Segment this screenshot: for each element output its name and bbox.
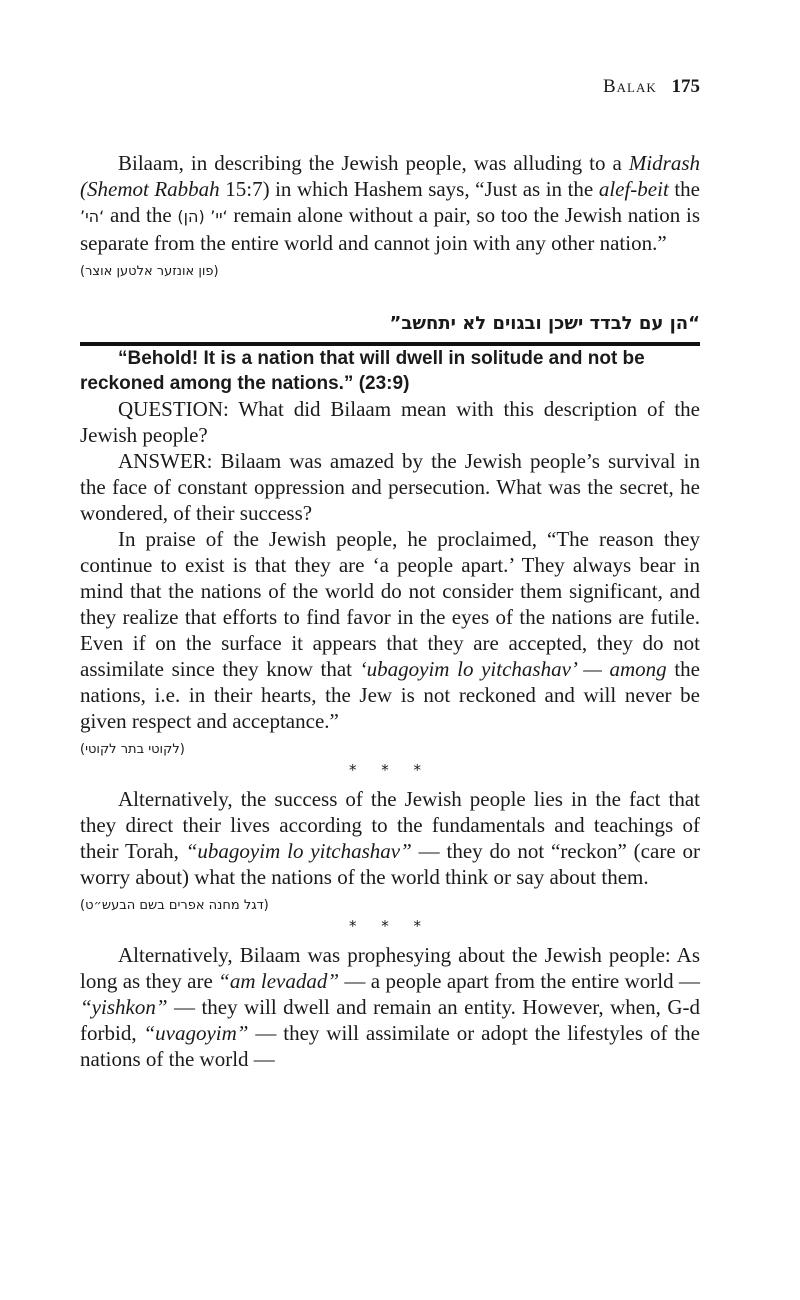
text-run: — they will dwell and remain an entity. However, when, G-d forbid, [80, 995, 700, 1045]
section-divider: * * * [348, 761, 432, 779]
hebrew-run: ‘יי’ (הן) [177, 207, 228, 226]
text-run: Alternatively, the success of the Jewish people lies in the fact that they direct their lives according to the fundamentals and teachings of their Torah, [80, 787, 700, 863]
text-run: remain alone without a pair, so too the Jewish nation is separate from the entire world and cannot join with any other nation.” [80, 203, 700, 255]
page-body [80, 150, 700, 1072]
text-run: Alternatively, Bilaam was prophesying about the Jewish people: As long as they are [80, 943, 700, 993]
source-citation: (דגל מחנה אפרים בשם הבעש״ט) [80, 898, 269, 913]
text-run: In praise of the Jewish people, he proclaimed, “The reason they continue to exist is that they are ‘a people apart.’ They always bear in mind that the nations of the world do not consider them significant, and they realize that efforts to find favor in the eyes of the nations are futile. Even if on the surface it appears that they are accepted, they do not assimilate since they know that [80, 527, 700, 681]
italic-run: alef-beit [598, 177, 669, 201]
italic-run: “yishkon” [80, 995, 168, 1019]
italic-run: “uvagoyim” [143, 1021, 249, 1045]
paragraph-answer: ANSWER: Bilaam was amazed by the Jewish people’s survival in the face of constant oppression and persecution. What was the secret, he wondered, of their success? [80, 449, 700, 525]
paragraph-praise [80, 526, 700, 734]
italic-run: ‘ubagoyim lo yitchashav’ — among [359, 657, 667, 681]
text-run: and the [104, 203, 178, 227]
hebrew-verse-heading: “הן עם לבדד ישכן ובגוים לא יתחשב” [80, 312, 700, 346]
text-run: — a people apart from the entire world — [339, 969, 700, 993]
italic-run: “am levadad” [218, 969, 340, 993]
text-run: Bilaam, in describing the Jewish people, was alluding to a [118, 151, 629, 175]
paragraph-alternative-1 [80, 786, 700, 890]
running-title: Balak [602, 76, 657, 97]
italic-run: “ubagoyim lo yitchashav” [185, 839, 412, 863]
verse-translation-heading: “Behold! It is a nation that will dwell in solitude and not be reckoned among the nations.” (23:9) [80, 348, 645, 394]
text-run: the nations, i.e. in their hearts, the Jew is not reckoned and will never be given respect and acceptance.” [80, 657, 700, 733]
italic-run: Midrash (Shemot Rabbah [80, 151, 700, 201]
source-citation: (פון אונזער אלטען אוצר) [80, 264, 219, 279]
section-divider: * * * [348, 917, 432, 935]
paragraph-question: QUESTION: What did Bilaam mean with this description of the Jewish people? [80, 397, 700, 447]
hebrew-run: ‘הי’ [80, 207, 105, 226]
page-header [603, 76, 700, 98]
paragraph-alternative-2 [80, 942, 700, 1072]
text-run: — they do not “reckon” (care or worry about) what the nations of the world think or say about them. [80, 839, 700, 889]
paragraph-midrash [80, 150, 700, 256]
text-run: — they will assimilate or adopt the lifestyles of the nations of the world — [80, 1021, 700, 1071]
source-citation: (לקוטי בתר לקוטי) [80, 742, 185, 757]
page-number: 175 [671, 76, 700, 97]
text-run: the [668, 177, 700, 201]
text-run: 15:7) in which Hashem says, “Just as in the [219, 177, 599, 201]
book-page [80, 0, 700, 1300]
